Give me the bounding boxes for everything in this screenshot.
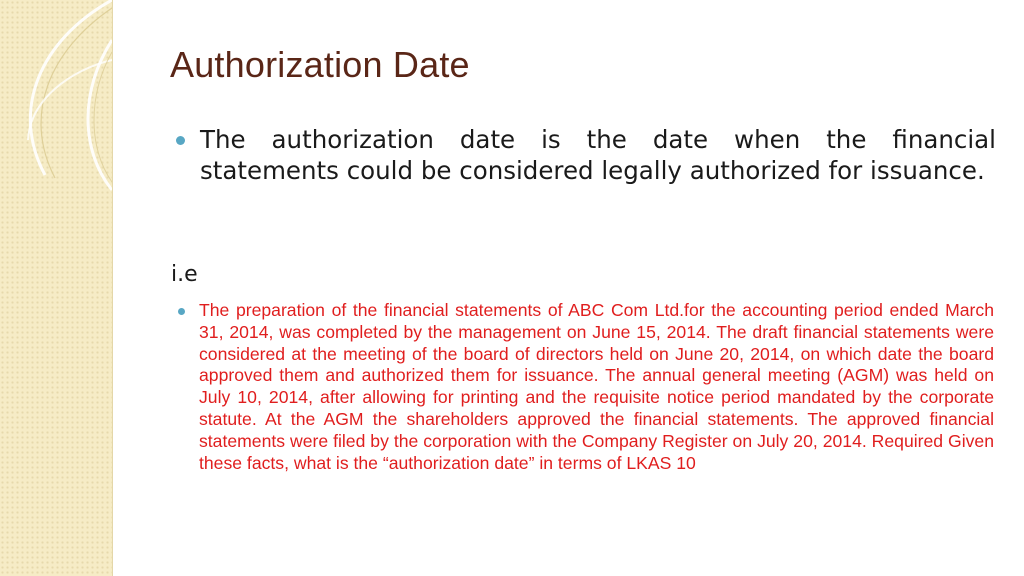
decorative-arcs [0, 0, 112, 576]
detail-bullet [174, 300, 994, 474]
bullet-dot-icon [176, 136, 185, 145]
bullet-dot-icon [178, 308, 185, 315]
slide-title: Authorization Date [170, 44, 470, 85]
main-bullet [174, 124, 996, 186]
detail-bullet-text: The preparation of the financial statements of ABC Com Ltd.for the accounting period ended March 31, 2014, was completed by the management on June 15, 2014. The draft financial statements were considered at the meeting of the board of directors held on June 20, 2014, on which date the board approved them and authorized them for issuance. The annual general meeting (AGM) was held on July 10, 2014, after allowing for printing and the requisite notice period mandated by the corporate statute. At the AGM the shareholders approved the financial statements. The approved financial statements were filed by the corporation with the Company Register on July 20, 2014. Required Given these facts, what is the “authorization date” in terms of LKAS 10 [199, 300, 994, 473]
decorative-left-panel [0, 0, 113, 576]
main-bullet-text: The authorization date is the date when the financial statements could be considered legally authorized for issuance. [200, 125, 996, 185]
ie-label: i.e [171, 262, 198, 287]
